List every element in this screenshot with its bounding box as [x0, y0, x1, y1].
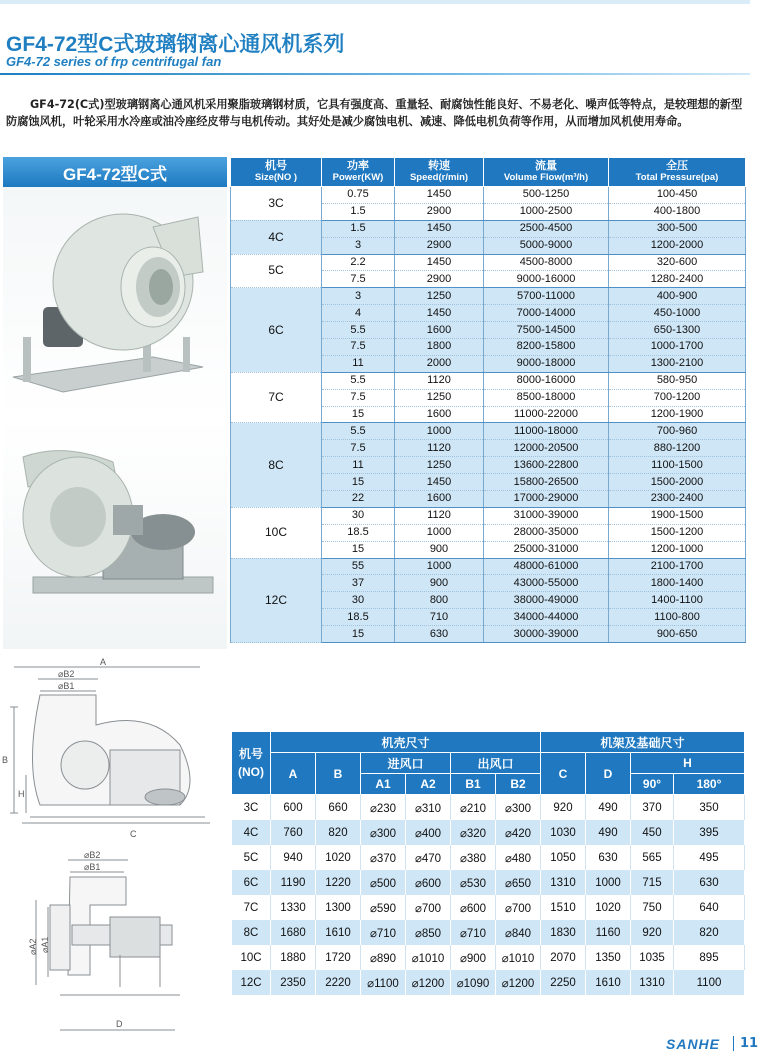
- dim-d-cell: 1160: [586, 920, 631, 945]
- dim-col-h90: 90°: [631, 774, 674, 795]
- dim-row: [232, 820, 745, 845]
- col-speed-en: Speed(r/min): [409, 172, 469, 183]
- dim-no-cell: 3C: [232, 795, 271, 821]
- fan-photo-illustration: [3, 187, 227, 649]
- spec-size-cell: 12C: [231, 558, 322, 642]
- dim-b-cell: 2220: [316, 970, 361, 995]
- dim-a1-cell: ⌀230: [361, 795, 406, 821]
- spec-pressure-cell: 650-1300: [609, 322, 746, 339]
- dim-b2-cell: ⌀300: [496, 795, 541, 821]
- col-size-en: Size(NO ): [254, 172, 298, 183]
- spec-table: [230, 157, 746, 643]
- spec-power-cell: 1.5: [322, 220, 395, 237]
- spec-pressure-cell: 580-950: [609, 372, 746, 389]
- dim-label-c: C: [130, 829, 137, 839]
- dim-a2-cell: ⌀700: [406, 895, 451, 920]
- spec-speed-cell: 1600: [395, 406, 484, 423]
- page-title: GF4-72型C式玻璃钢离心通风机系列: [6, 33, 345, 56]
- spec-body: [231, 187, 746, 643]
- spec-pressure-cell: 450-1000: [609, 305, 746, 322]
- dim-b-cell: 660: [316, 795, 361, 821]
- spec-flow-cell: 31000-39000: [484, 507, 609, 524]
- spec-row: [231, 254, 746, 271]
- spec-row: [231, 220, 746, 237]
- dim-c-cell: 1050: [541, 845, 586, 870]
- spec-flow-cell: 11000-22000: [484, 406, 609, 423]
- spec-speed-cell: 1450: [395, 474, 484, 491]
- spec-flow-cell: 8000-16000: [484, 372, 609, 389]
- dim-c-cell: 1830: [541, 920, 586, 945]
- dim-a2-cell: ⌀310: [406, 795, 451, 821]
- dim-col-no-zh: 机号: [238, 747, 263, 761]
- dim-d-cell: 630: [586, 845, 631, 870]
- dim-col-h: H: [631, 753, 745, 774]
- dim-h90-cell: 565: [631, 845, 674, 870]
- spec-power-cell: 7.5: [322, 440, 395, 457]
- spec-pressure-cell: 320-600: [609, 254, 746, 271]
- spec-power-cell: 2.2: [322, 254, 395, 271]
- dim-b1-cell: ⌀900: [451, 945, 496, 970]
- title-divider: [0, 73, 750, 75]
- spec-flow-cell: 4500-8000: [484, 254, 609, 271]
- top-rule: [0, 0, 750, 4]
- dim-col-b1: B1: [451, 774, 496, 795]
- page-number: 11: [733, 1036, 758, 1051]
- dim-h180-cell: 1100: [674, 970, 745, 995]
- spec-power-cell: 15: [322, 406, 395, 423]
- dim-c-cell: 2070: [541, 945, 586, 970]
- spec-flow-cell: 13600-22800: [484, 457, 609, 474]
- spec-pressure-cell: 900-650: [609, 626, 746, 643]
- dim-b-cell: 1220: [316, 870, 361, 895]
- spec-speed-cell: 1120: [395, 372, 484, 389]
- dim-b1-cell: ⌀320: [451, 820, 496, 845]
- spec-pressure-cell: 880-1200: [609, 440, 746, 457]
- model-banner: GF4-72型C式: [3, 157, 227, 187]
- spec-speed-cell: 630: [395, 626, 484, 643]
- dim-label-b2-front: ⌀B2: [84, 850, 101, 860]
- dim-col-frame: 机架及基础尺寸: [541, 732, 745, 753]
- spec-power-cell: 11: [322, 457, 395, 474]
- dim-b-cell: 820: [316, 820, 361, 845]
- dim-label-d: D: [116, 1019, 123, 1029]
- col-power: [322, 158, 395, 187]
- spec-flow-cell: 28000-35000: [484, 524, 609, 541]
- spec-flow-cell: 8200-15800: [484, 339, 609, 356]
- dim-a-cell: 600: [271, 795, 316, 821]
- fan-photo-1: [13, 214, 203, 392]
- spec-power-cell: 7.5: [322, 389, 395, 406]
- dim-b-cell: 1610: [316, 920, 361, 945]
- dim-h90-cell: 920: [631, 920, 674, 945]
- spec-flow-cell: 30000-39000: [484, 626, 609, 643]
- fan-photo-2: [23, 451, 213, 593]
- dim-col-h180: 180°: [674, 774, 745, 795]
- dimension-drawing: [0, 655, 225, 1050]
- dim-h180-cell: 350: [674, 795, 745, 821]
- spec-power-cell: 15: [322, 626, 395, 643]
- dim-h90-cell: 450: [631, 820, 674, 845]
- dim-a1-cell: ⌀1100: [361, 970, 406, 995]
- spec-power-cell: 5.5: [322, 322, 395, 339]
- dim-row: [232, 970, 745, 995]
- dim-b1-cell: ⌀710: [451, 920, 496, 945]
- spec-pressure-cell: 1200-1900: [609, 406, 746, 423]
- dim-a2-cell: ⌀1010: [406, 945, 451, 970]
- col-flow-en: Volume Flow(m³/h): [503, 172, 589, 183]
- spec-pressure-cell: 1300-2100: [609, 355, 746, 372]
- spec-flow-cell: 9000-18000: [484, 355, 609, 372]
- spec-speed-cell: 1450: [395, 254, 484, 271]
- spec-pressure-cell: 700-960: [609, 423, 746, 440]
- spec-flow-cell: 43000-55000: [484, 575, 609, 592]
- product-photos: [3, 187, 227, 649]
- spec-speed-cell: 1450: [395, 220, 484, 237]
- dim-a-cell: 1330: [271, 895, 316, 920]
- dim-label-b: B: [2, 755, 9, 765]
- spec-pressure-cell: 1500-1200: [609, 524, 746, 541]
- spec-speed-cell: 1120: [395, 440, 484, 457]
- dim-b-cell: 1300: [316, 895, 361, 920]
- spec-flow-cell: 38000-49000: [484, 592, 609, 609]
- spec-speed-cell: 710: [395, 609, 484, 626]
- dim-h90-cell: 715: [631, 870, 674, 895]
- spec-power-cell: 3: [322, 237, 395, 254]
- spec-flow-cell: 500-1250: [484, 187, 609, 204]
- spec-flow-cell: 8500-18000: [484, 389, 609, 406]
- spec-power-cell: 0.75: [322, 187, 395, 204]
- spec-power-cell: 30: [322, 507, 395, 524]
- dim-col-a2: A2: [406, 774, 451, 795]
- dim-col-d: D: [586, 753, 631, 795]
- dim-a-cell: 760: [271, 820, 316, 845]
- dim-header-row-1: [232, 732, 745, 753]
- spec-speed-cell: 1250: [395, 457, 484, 474]
- col-speed-zh: 转速: [428, 160, 450, 172]
- spec-pressure-cell: 1800-1400: [609, 575, 746, 592]
- spec-flow-cell: 1000-2500: [484, 203, 609, 220]
- dim-a1-cell: ⌀370: [361, 845, 406, 870]
- spec-power-cell: 4: [322, 305, 395, 322]
- dim-a2-cell: ⌀850: [406, 920, 451, 945]
- spec-size-cell: 7C: [231, 372, 322, 423]
- spec-size-cell: 4C: [231, 220, 322, 254]
- dim-a1-cell: ⌀710: [361, 920, 406, 945]
- dim-b2-cell: ⌀1200: [496, 970, 541, 995]
- spec-row: [231, 558, 746, 575]
- dim-h180-cell: 820: [674, 920, 745, 945]
- spec-speed-cell: 2000: [395, 355, 484, 372]
- dim-b1-cell: ⌀600: [451, 895, 496, 920]
- dim-no-cell: 4C: [232, 820, 271, 845]
- spec-flow-cell: 12000-20500: [484, 440, 609, 457]
- dim-h90-cell: 370: [631, 795, 674, 821]
- dim-d-cell: 490: [586, 795, 631, 821]
- spec-flow-cell: 2500-4500: [484, 220, 609, 237]
- spec-row: [231, 187, 746, 204]
- dim-col-inlet: 进风口: [361, 753, 451, 774]
- dim-c-cell: 1310: [541, 870, 586, 895]
- dim-b2-cell: ⌀700: [496, 895, 541, 920]
- dim-b-cell: 1020: [316, 845, 361, 870]
- spec-size-cell: 3C: [231, 187, 322, 221]
- col-pressure-en: Total Pressure(pa): [635, 172, 719, 183]
- spec-speed-cell: 1600: [395, 491, 484, 508]
- spec-size-cell: 6C: [231, 288, 322, 372]
- dim-label-b2: ⌀B2: [58, 669, 75, 679]
- spec-speed-cell: 1120: [395, 507, 484, 524]
- dim-h180-cell: 395: [674, 820, 745, 845]
- spec-flow-cell: 7500-14500: [484, 322, 609, 339]
- spec-power-cell: 15: [322, 474, 395, 491]
- dim-no-cell: 12C: [232, 970, 271, 995]
- dim-a2-cell: ⌀470: [406, 845, 451, 870]
- dim-col-shell: 机壳尺寸: [271, 732, 541, 753]
- dim-col-no: [232, 732, 271, 795]
- spec-speed-cell: 1000: [395, 423, 484, 440]
- dim-row: [232, 795, 745, 821]
- spec-power-cell: 5.5: [322, 372, 395, 389]
- spec-speed-cell: 1600: [395, 322, 484, 339]
- spec-flow-cell: 17000-29000: [484, 491, 609, 508]
- dim-a2-cell: ⌀600: [406, 870, 451, 895]
- dim-a1-cell: ⌀590: [361, 895, 406, 920]
- dim-no-cell: 6C: [232, 870, 271, 895]
- dim-b1-cell: ⌀380: [451, 845, 496, 870]
- spec-size-cell: 8C: [231, 423, 322, 507]
- dim-a1-cell: ⌀500: [361, 870, 406, 895]
- dim-d-cell: 490: [586, 820, 631, 845]
- dim-row: [232, 870, 745, 895]
- dim-b2-cell: ⌀480: [496, 845, 541, 870]
- spec-speed-cell: 2900: [395, 203, 484, 220]
- dim-b2-cell: ⌀420: [496, 820, 541, 845]
- dim-col-a1: A1: [361, 774, 406, 795]
- dim-a2-cell: ⌀1200: [406, 970, 451, 995]
- intro-paragraph: [6, 96, 746, 130]
- spec-flow-cell: 25000-31000: [484, 541, 609, 558]
- dim-label-b1: ⌀B1: [58, 681, 75, 691]
- spec-pressure-cell: 1280-2400: [609, 271, 746, 288]
- spec-pressure-cell: 1500-2000: [609, 474, 746, 491]
- dim-label-a: A: [100, 657, 107, 667]
- spec-power-cell: 3: [322, 288, 395, 305]
- dim-a-cell: 2350: [271, 970, 316, 995]
- spec-speed-cell: 1450: [395, 305, 484, 322]
- dim-a2-cell: ⌀400: [406, 820, 451, 845]
- col-pressure: [609, 158, 746, 187]
- spec-speed-cell: 2900: [395, 271, 484, 288]
- dim-b-cell: 1720: [316, 945, 361, 970]
- dim-a-cell: 1680: [271, 920, 316, 945]
- spec-speed-cell: 1000: [395, 558, 484, 575]
- spec-flow-cell: 5000-9000: [484, 237, 609, 254]
- spec-power-cell: 30: [322, 592, 395, 609]
- brand-logo: SANHE: [666, 1036, 721, 1052]
- spec-header-row: [231, 158, 746, 187]
- spec-pressure-cell: 1200-1000: [609, 541, 746, 558]
- dim-h90-cell: 750: [631, 895, 674, 920]
- spec-size-cell: 10C: [231, 507, 322, 558]
- spec-pressure-cell: 300-500: [609, 220, 746, 237]
- col-size-zh: 机号: [265, 160, 287, 172]
- dim-c-cell: 1030: [541, 820, 586, 845]
- spec-power-cell: 55: [322, 558, 395, 575]
- dim-b2-cell: ⌀840: [496, 920, 541, 945]
- spec-flow-cell: 7000-14000: [484, 305, 609, 322]
- spec-flow-cell: 11000-18000: [484, 423, 609, 440]
- dim-h180-cell: 640: [674, 895, 745, 920]
- dim-h180-cell: 495: [674, 845, 745, 870]
- spec-power-cell: 1.5: [322, 203, 395, 220]
- spec-power-cell: 22: [322, 491, 395, 508]
- col-speed: [395, 158, 484, 187]
- dim-row: [232, 845, 745, 870]
- dim-col-c: C: [541, 753, 586, 795]
- dim-body: [232, 795, 745, 996]
- spec-power-cell: 18.5: [322, 609, 395, 626]
- spec-flow-cell: 15800-26500: [484, 474, 609, 491]
- spec-power-cell: 11: [322, 355, 395, 372]
- spec-pressure-cell: 1100-1500: [609, 457, 746, 474]
- dim-h90-cell: 1035: [631, 945, 674, 970]
- spec-flow-cell: 5700-11000: [484, 288, 609, 305]
- dim-no-cell: 10C: [232, 945, 271, 970]
- dim-label-a1: ⌀A1: [40, 936, 50, 953]
- spec-pressure-cell: 1000-1700: [609, 339, 746, 356]
- spec-pressure-cell: 1100-800: [609, 609, 746, 626]
- dim-h180-cell: 630: [674, 870, 745, 895]
- spec-flow-cell: 34000-44000: [484, 609, 609, 626]
- spec-speed-cell: 1800: [395, 339, 484, 356]
- spec-pressure-cell: 400-1800: [609, 203, 746, 220]
- spec-pressure-cell: 1200-2000: [609, 237, 746, 254]
- dim-c-cell: 920: [541, 795, 586, 821]
- spec-pressure-cell: 100-450: [609, 187, 746, 204]
- dim-d-cell: 1350: [586, 945, 631, 970]
- spec-power-cell: 7.5: [322, 271, 395, 288]
- col-flow-zh: 流量: [535, 160, 557, 172]
- dim-col-b: B: [316, 753, 361, 795]
- spec-row: [231, 423, 746, 440]
- dim-h180-cell: 895: [674, 945, 745, 970]
- spec-pressure-cell: 400-900: [609, 288, 746, 305]
- col-power-zh: 功率: [347, 160, 369, 172]
- spec-pressure-cell: 1400-1100: [609, 592, 746, 609]
- page-subtitle: GF4-72 series of frp centrifugal fan: [6, 54, 222, 69]
- dim-b1-cell: ⌀530: [451, 870, 496, 895]
- dimension-table: [231, 731, 745, 995]
- col-flow: [484, 158, 609, 187]
- dim-c-cell: 2250: [541, 970, 586, 995]
- spec-size-cell: 5C: [231, 254, 322, 288]
- dim-d-cell: 1610: [586, 970, 631, 995]
- dim-col-a: A: [271, 753, 316, 795]
- dim-col-no-en: (NO): [238, 765, 264, 779]
- dim-row: [232, 895, 745, 920]
- spec-speed-cell: 1450: [395, 187, 484, 204]
- spec-speed-cell: 1250: [395, 288, 484, 305]
- dim-col-b2: B2: [496, 774, 541, 795]
- dim-no-cell: 5C: [232, 845, 271, 870]
- dim-b2-cell: ⌀1010: [496, 945, 541, 970]
- spec-pressure-cell: 1900-1500: [609, 507, 746, 524]
- dim-label-a2: ⌀A2: [28, 938, 38, 955]
- dim-label-b1-front: ⌀B1: [84, 862, 101, 872]
- spec-pressure-cell: 700-1200: [609, 389, 746, 406]
- spec-power-cell: 5.5: [322, 423, 395, 440]
- dim-label-h: H: [18, 789, 25, 799]
- spec-pressure-cell: 2300-2400: [609, 491, 746, 508]
- dim-no-cell: 8C: [232, 920, 271, 945]
- dim-d-cell: 1000: [586, 870, 631, 895]
- col-power-en: Power(KW): [332, 172, 384, 183]
- spec-row: [231, 372, 746, 389]
- spec-speed-cell: 2900: [395, 237, 484, 254]
- col-pressure-zh: 全压: [666, 160, 688, 172]
- dim-a-cell: 1880: [271, 945, 316, 970]
- dim-b1-cell: ⌀1090: [451, 970, 496, 995]
- dim-a-cell: 940: [271, 845, 316, 870]
- spec-pressure-cell: 2100-1700: [609, 558, 746, 575]
- spec-speed-cell: 900: [395, 541, 484, 558]
- dim-col-outlet: 出风口: [451, 753, 541, 774]
- dim-b1-cell: ⌀210: [451, 795, 496, 821]
- dim-header-row-2: [232, 753, 745, 774]
- dimension-diagrams: [0, 655, 225, 1050]
- dim-row: [232, 945, 745, 970]
- dim-b2-cell: ⌀650: [496, 870, 541, 895]
- spec-speed-cell: 800: [395, 592, 484, 609]
- dim-c-cell: 1510: [541, 895, 586, 920]
- col-size: [231, 158, 322, 187]
- spec-power-cell: 37: [322, 575, 395, 592]
- spec-power-cell: 15: [322, 541, 395, 558]
- spec-power-cell: 18.5: [322, 524, 395, 541]
- spec-flow-cell: 9000-16000: [484, 271, 609, 288]
- dim-a1-cell: ⌀890: [361, 945, 406, 970]
- dim-d-cell: 1020: [586, 895, 631, 920]
- dim-a1-cell: ⌀300: [361, 820, 406, 845]
- dim-no-cell: 7C: [232, 895, 271, 920]
- dim-h90-cell: 1310: [631, 970, 674, 995]
- spec-speed-cell: 1000: [395, 524, 484, 541]
- spec-row: [231, 288, 746, 305]
- spec-flow-cell: 48000-61000: [484, 558, 609, 575]
- dim-row: [232, 920, 745, 945]
- spec-speed-cell: 1250: [395, 389, 484, 406]
- dim-a-cell: 1190: [271, 870, 316, 895]
- intro-text: GF4-72(C式)型玻璃钢离心通风机采用聚脂玻璃钢材质，它具有强度高、重量轻、耐腐蚀性能良好、不易老化、噪声低等特点，是较理想的新型防腐蚀风机，叶轮采用水冷座或油冷座经皮带与电机传动。其好处是减少腐蚀电机、减速、降低电机负荷等作用，从而增加风机使用寿命。: [6, 98, 743, 128]
- spec-speed-cell: 900: [395, 575, 484, 592]
- spec-row: [231, 507, 746, 524]
- spec-power-cell: 7.5: [322, 339, 395, 356]
